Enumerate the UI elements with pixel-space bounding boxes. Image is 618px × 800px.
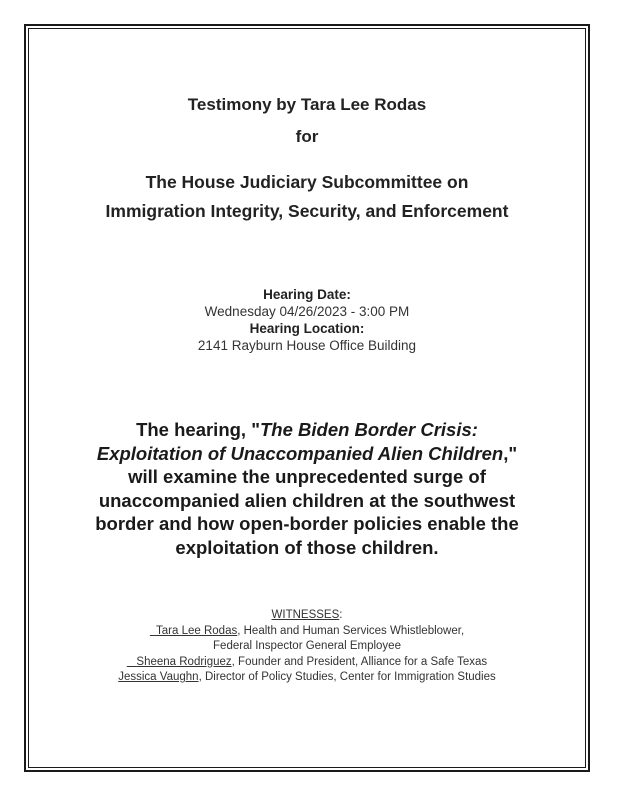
committee-line-1: The House Judiciary Subcommittee on [145, 172, 469, 192]
hearing-date-label: Hearing Date: [263, 287, 351, 302]
description-line-6: exploitation of those children. [175, 536, 439, 558]
testimony-line: Testimony by Tara Lee Rodas [187, 95, 427, 114]
witness-3 [28, 670, 586, 686]
for-line: for [295, 127, 319, 146]
hearing-location-value: 2141 Rayburn House Office Building [197, 338, 417, 353]
title-suffix: ," [503, 442, 518, 464]
hearing-title-part-2: Exploitation of Unaccompanied Alien Children [96, 442, 504, 464]
description-line-5: border and how open-border policies enable the [95, 513, 519, 534]
committee-line-2: Immigration Integrity, Security, and Enforcement [105, 201, 509, 221]
witness-1-desc-line-2: Federal Inspector General Employee [213, 640, 401, 652]
testimony-title [28, 94, 586, 148]
witness-3-name-text: Jessica Vaughn [118, 671, 199, 683]
witness-1-name-text: Tara Lee Rodas [156, 624, 238, 637]
witness-1 [28, 624, 586, 640]
witness-3-desc: , Director of Policy Studies, Center for Immigration Studies [198, 671, 496, 683]
witness-1-desc: , Health and Human Services Whistleblower, [237, 624, 465, 637]
witnesses-heading [28, 608, 586, 624]
hearing-location-label: Hearing Location: [249, 321, 365, 336]
hearing-info [28, 286, 586, 354]
description-line-1 [36, 418, 578, 442]
document-page [28, 28, 586, 768]
witness-2-desc: , Founder and President, Alliance for a Safe Texas [231, 655, 488, 668]
witness-2-name-text: Sheena Rodriguez [136, 655, 232, 668]
hearing-date-value: Wednesday 04/26/2023 - 3:00 PM [204, 304, 410, 319]
description-line-4: unaccompanied alien children at the southwest [98, 489, 516, 511]
witness-3-name [118, 670, 198, 686]
witnesses-heading-colon: : [339, 609, 343, 621]
witness-2 [28, 655, 586, 671]
description-line-2 [36, 442, 578, 466]
witnesses-heading-text: WITNESSES [271, 609, 340, 621]
hearing-title-part-1: The Biden Border Crisis: [259, 419, 478, 440]
description-line-3: will examine the unprecedented surge of [128, 466, 486, 487]
witness-2-name [127, 655, 232, 671]
description-prefix: The hearing, " [136, 419, 260, 440]
hearing-description [28, 418, 586, 559]
witness-1-name [150, 624, 237, 640]
committee-name [28, 168, 586, 226]
witnesses-section [28, 608, 586, 686]
